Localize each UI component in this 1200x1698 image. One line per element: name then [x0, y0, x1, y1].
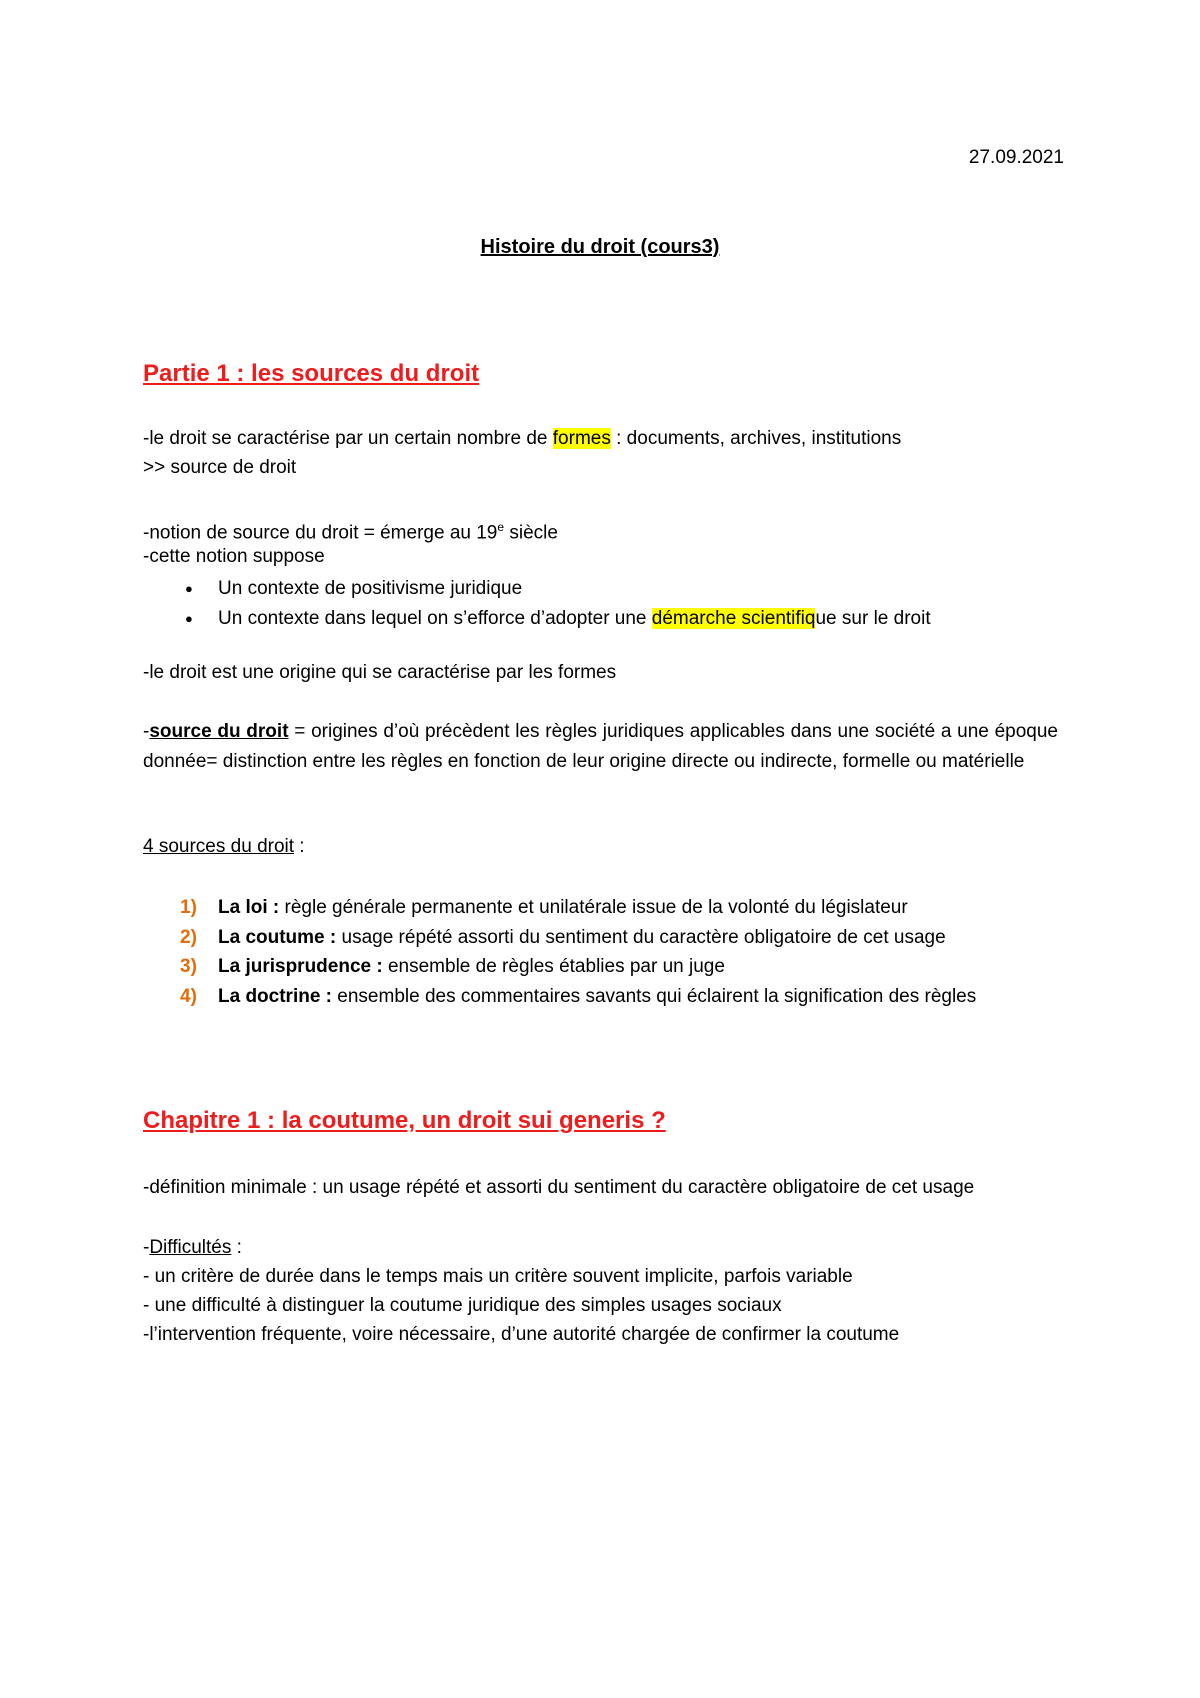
text-line-suppose: -cette notion suppose [143, 546, 325, 567]
text-segment: siècle [504, 522, 558, 544]
text-segment: Un contexte dans lequel on s’efforce d’adopter une [218, 608, 652, 629]
text-segment: -le droit se caractérise par un certain nombre de [143, 428, 553, 449]
sources-list [180, 893, 976, 1011]
list-desc: ensemble des commentaires savants qui éclairent la signification des règles [332, 985, 977, 1007]
difficulty-line: - une difficulté à distinguer la coutume juridique des simples usages sociaux [143, 1295, 782, 1316]
superscript: e [497, 520, 505, 534]
text-line-definition: -définition minimale : un usage répété et assorti du sentiment du caractère obligatoire de cet usage [143, 1177, 975, 1198]
difficultes-heading [143, 1236, 242, 1260]
highlight-formes: formes [552, 428, 611, 449]
list-item [180, 982, 976, 1012]
highlight-demarche: démarche scientifiq [651, 608, 816, 629]
list-desc: règle générale permanente et unilatérale issue de la volonté du législateur [279, 897, 908, 918]
document-date: 27.09.2021 [968, 147, 1064, 168]
text-segment: : [294, 836, 305, 857]
text-segment: -notion de source du droit = émerge au 19 [143, 522, 498, 544]
text-segment: - [143, 721, 150, 742]
text-line-formes [143, 427, 901, 451]
list-term: La loi : [218, 897, 280, 918]
list-desc: ensemble de règles établies par un juge [382, 956, 725, 977]
bullet-list [185, 574, 931, 634]
list-item [180, 893, 976, 923]
definition-term: source du droit [149, 721, 289, 742]
text-segment: - [143, 1237, 150, 1258]
list-term: La coutume : [218, 926, 337, 948]
list-item [180, 952, 976, 982]
definition-paragraph [143, 717, 1058, 777]
text-line-origine: -le droit est une origine qui se caractérise par les formes [143, 662, 617, 683]
document-title: Histoire du droit (cours3) [480, 236, 720, 258]
list-item [180, 923, 976, 953]
text-segment: : documents, archives, institutions [610, 428, 902, 449]
list-term: La jurisprudence : [218, 956, 383, 977]
list-number: 1) [180, 897, 197, 918]
partie-heading: Partie 1 : les sources du droit [143, 360, 480, 387]
list-number: 4) [180, 985, 197, 1007]
text-line-notion [143, 515, 558, 545]
difficultes-label: Difficultés [149, 1237, 232, 1258]
bullet-item: ● Un contexte de positivisme juridique [185, 574, 931, 604]
list-number: 2) [180, 926, 197, 948]
text-segment: : [231, 1237, 242, 1258]
chapitre-heading: Chapitre 1 : la coutume, un droit sui generis ? [143, 1107, 666, 1134]
list-number: 3) [180, 956, 197, 977]
list-term: La doctrine : [218, 985, 333, 1007]
text-segment: ue sur le droit [815, 608, 931, 629]
bullet-item [185, 604, 931, 634]
difficulty-line: -l’intervention fréquente, voire nécessaire, d’une autorité chargée de confirmer la coutume [143, 1324, 900, 1345]
list-desc: usage répété assorti du sentiment du caractère obligatoire de cet usage [336, 926, 946, 948]
definition-text: = origines d’où précèdent les règles juridiques applicables dans une société a une époque donnée= distinction entre les règles en fonction de leur origine directe ou indirecte, formelle ou matérielle [143, 721, 1058, 772]
sources-heading [143, 835, 305, 859]
difficulty-line: - un critère de durée dans le temps mais un critère souvent implicite, parfois variable [143, 1266, 853, 1287]
sources-heading-label: 4 sources du droit [143, 836, 295, 857]
text-line-source: >> source de droit [143, 457, 297, 478]
